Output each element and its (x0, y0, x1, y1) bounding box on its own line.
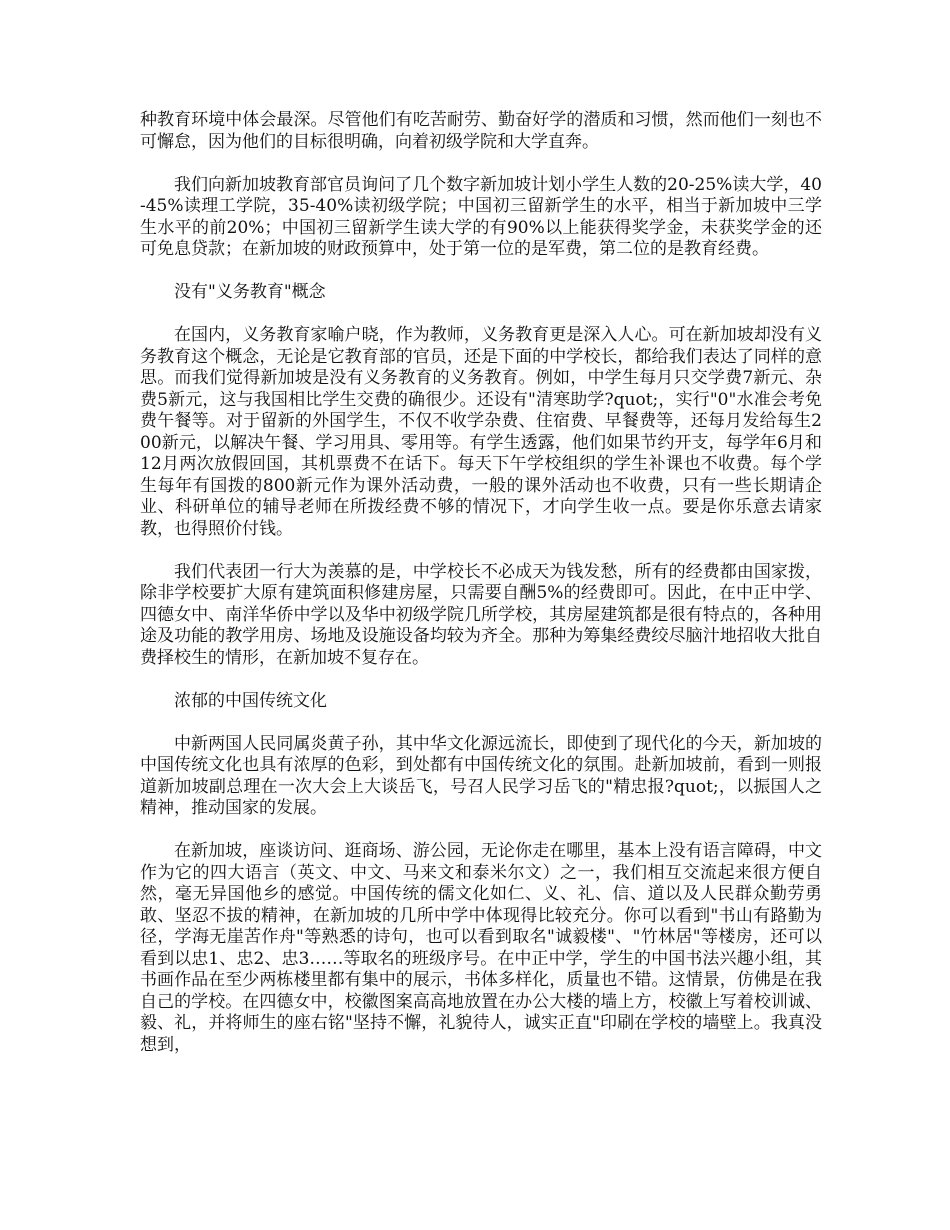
paragraph-education-environment: 种教育环境中体会最深。尽管他们有吃苦耐劳、勤奋好学的潜质和习惯，然而他们一刻也不可懈怠，因为他们的目标很明确，向着初级学院和大学直奔。 (140, 110, 822, 152)
paragraph-education-statistics: 我们向新加坡教育部官员询问了几个数字新加坡计划小学生人数的20-25%读大学，40-45%读理工学院，35-40%读初级学院；中国初三留新学生的水平，相当于新加坡中三学生水平的前20%；中国初三留新学生读大学的有90%以上能获得奖学金，未获奖学金的还可免息贷款；在新加坡的财政预算中，处于第一位的是军费，第二位的是教育经费。 (140, 174, 822, 259)
section-heading-chinese-culture: 浓郁的中国传统文化 (174, 690, 327, 711)
paragraph-compulsory-education: 在国内，义务教育家喻户晓，作为教师，义务教育更是深入人心。可在新加坡却没有义务教育这个概念，无论是它教育部的官员，还是下面的中学校长，都给我们表达了同样的意思。而我们觉得新加坡是没有义务教育的义务教育。例如，中学生每月只交学费7新元、杂费5新元，这与我国相比学生交费的确很少。还设有"清寒助学?quot;，实行"0"水准会考免费午餐等。对于留新的外国学生，不仅不收学杂费、住宿费、早餐费等，还每月发给每生200新元，以解决午餐、学习用具、零用等。有学生透露，他们如果节约开支，每学年6月和12月两次放假回国，其机票费不在话下。每天下午学校组织的学生补课也不收费。每个学生每年有国拨的800新元作为课外活动费，一般的课外活动也不收费，只有一些长期请企业、科研单位的辅导老师在所拨经费不够的情况下，才向学生收一点。要是你乐意去请家教，也得照价付钱。 (140, 325, 822, 539)
paragraph-school-funding: 我们代表团一行大为羡慕的是，中学校长不必成天为钱发愁，所有的经费都由国家拨，除非学校要扩大原有建筑面积修建房屋，只需要自酬5%的经费即可。因此，在中正中学、四德女中、南洋华侨中学以及华中初级学院几所学校，其房屋建筑都是很有特点的，各种用途及功能的教学用房、场地及设施设备均较为齐全。那种为筹集经费绞尽脑汁地招收大批自费择校生的情形，在新加坡不复存在。 (140, 561, 822, 668)
article-body (140, 110, 822, 1078)
paragraph-language-culture: 在新加坡，座谈访问、逛商场、游公园，无论你走在哪里，基本上没有语言障碍，中文作为它的四大语言（英文、中文、马来文和泰米尔文）之一，我们相互交流起来很方便自然，毫无异国他乡的感觉。中国传统的儒文化如仁、义、礼、信、道以及人民群众勤劳勇敢、坚忍不拔的精神，在新加坡的几所中学中体现得比较充分。你可以看到"书山有路勤为径，学海无崖苦作舟"等熟悉的诗句，也可以看到取名"诚毅楼"、"竹林居"等楼房，还可以看到以忠1、忠2、忠3……等取名的班级序号。在中正中学，学生的中国书法兴趣小组，其书画作品在至少两栋楼里都有集中的展示，书体多样化，质量也不错。这情景，仿佛是在我自己的学校。在四德女中，校徽图案高高地放置在办公大楼的墙上方，校徽上写着校训诚、毅、礼，并将师生的座右铭"坚持不懈，礼貌待人，诚实正直"印刷在学校的墙壁上。我真没想到， (140, 841, 822, 1055)
section-heading-compulsory-education: 没有"义务教育"概念 (174, 282, 326, 302)
paragraph-chinese-heritage: 中新两国人民同属炎黄子孙，其中华文化源远流长，即使到了现代化的今天，新加坡的中国传统文化也具有浓厚的色彩，到处都有中国传统文化的氛围。赴新加坡前，看到一则报道新加坡副总理在一次大会上大谈岳飞，号召人民学习岳飞的"精忠报?quot;，以振国人之精神，推动国家的发展。 (140, 733, 822, 818)
